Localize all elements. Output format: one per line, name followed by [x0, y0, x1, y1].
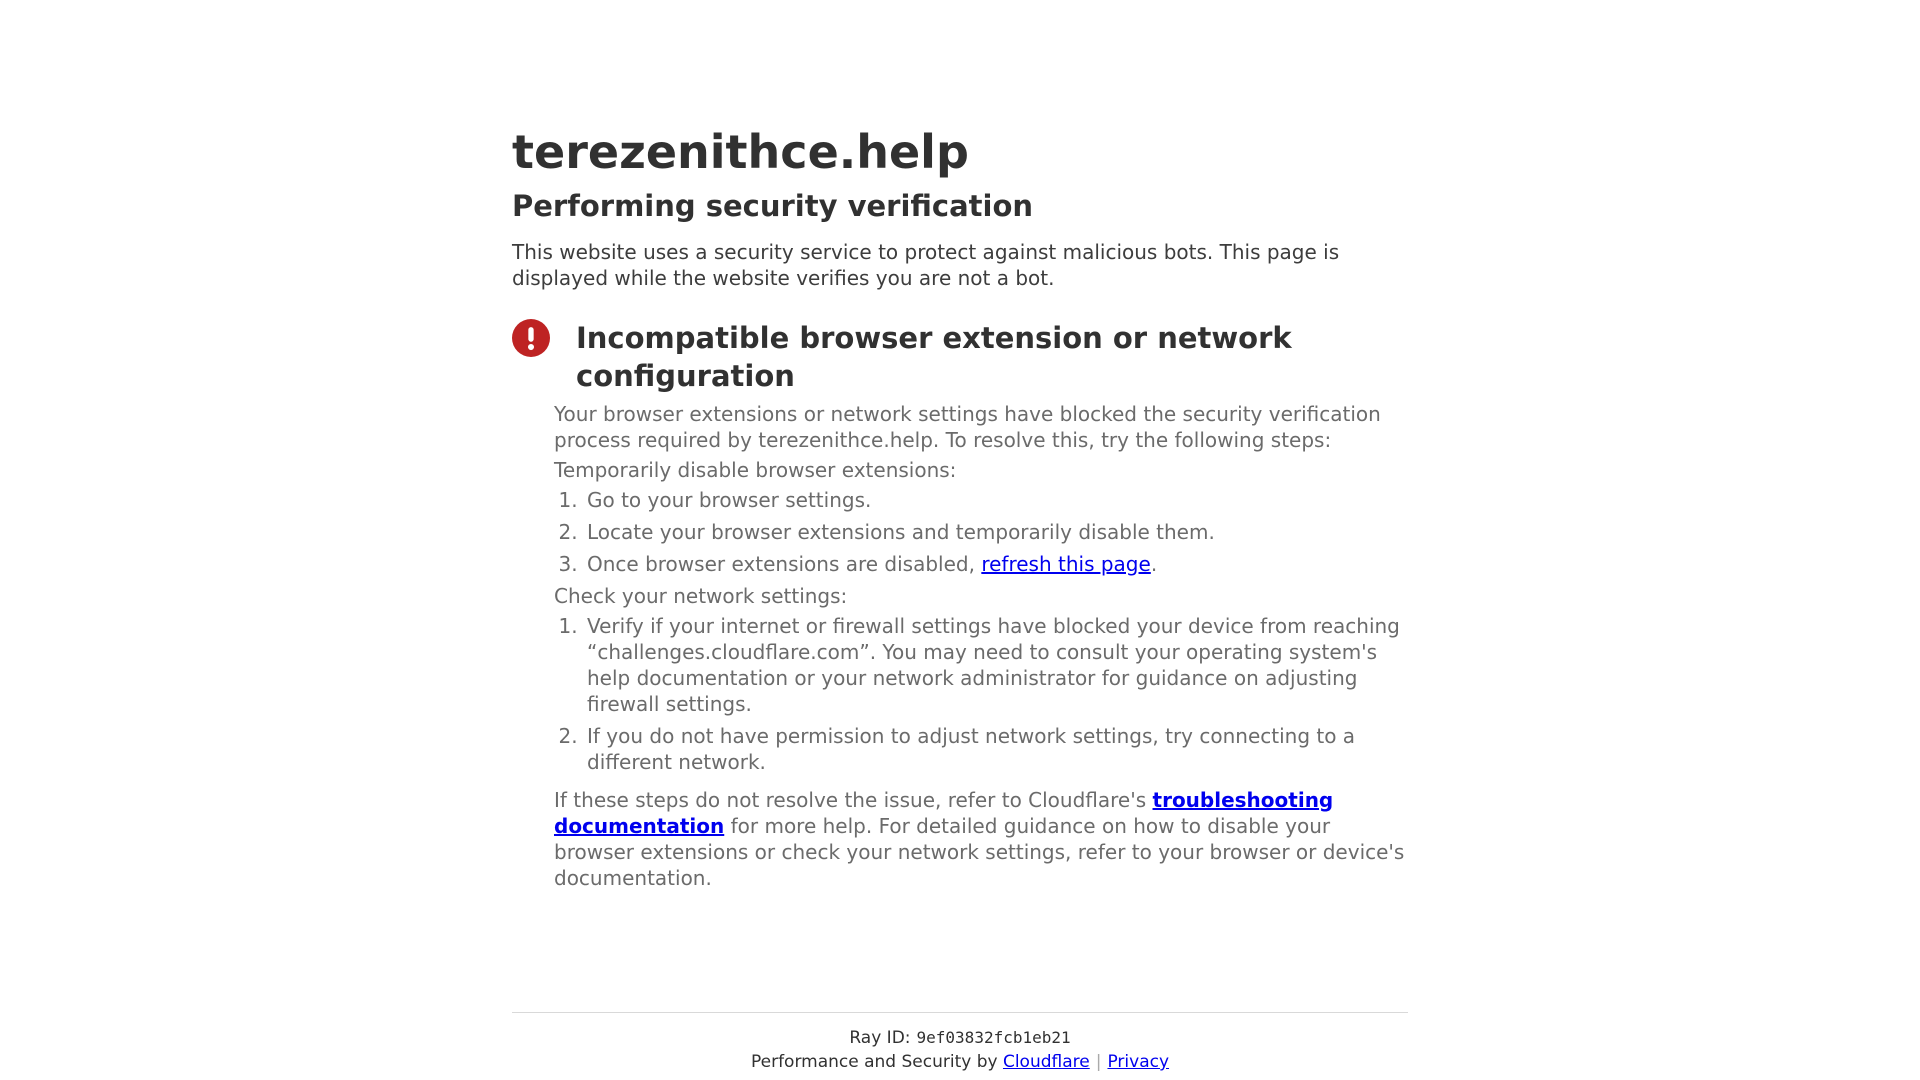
error-details: [554, 401, 1408, 891]
network-steps-list: [554, 613, 1408, 775]
closing-prefix: If these steps do not resolve the issue, refer to Cloudflare's: [554, 787, 1153, 812]
privacy-link[interactable]: Privacy: [1107, 1052, 1170, 1072]
main-content: [512, 0, 1408, 891]
page-subtitle: Performing security verification: [512, 188, 1034, 223]
troubleshooting-docs-link[interactable]: troubleshooting documentation: [554, 787, 1334, 838]
extensions-step-1: 1. Go to your browser settings.: [584, 487, 1408, 513]
refresh-page-link[interactable]: refresh this page: [981, 551, 1151, 576]
extensions-steps-list: [554, 487, 1408, 577]
extensions-step-3: [584, 551, 1408, 577]
network-step-2: 2. If you do not have permission to adjust network settings, try connecting to a different network.: [584, 723, 1408, 775]
network-label: Check your network settings:: [554, 583, 848, 608]
ray-id-line: [512, 1028, 1408, 1048]
error-intro-text: Your browser extensions or network settings have blocked the security verification process required by terezenithce.help. To resolve this, try the following steps:: [554, 401, 1381, 452]
site-title: terezenithce.help: [512, 125, 969, 179]
security-check-page: [512, 0, 1408, 1080]
error-heading-row: [512, 319, 1408, 395]
footer-separator: |: [1095, 1052, 1102, 1072]
closing-text: [554, 787, 1408, 891]
page-description: This website uses a security service to protect against malicious bots. This page is displayed while the website verifies you are not a bot.: [512, 239, 1340, 290]
network-step-1: 1. Verify if your internet or firewall settings have blocked your device from reaching “challenges.cloudflare.com”. You may need to consult your operating system's help documentation or your network administrator for guidance on adjusting firewall settings.: [584, 613, 1408, 717]
ray-id-value: 9ef03832fcb1eb21: [916, 1028, 1071, 1047]
cloudflare-link[interactable]: Cloudflare: [1002, 1052, 1090, 1072]
performance-text: Performance and Security by: [750, 1052, 998, 1072]
extensions-step-3-period: .: [1150, 551, 1158, 576]
error-section: [512, 319, 1408, 891]
error-heading: Incompatible browser extension or network configuration: [576, 320, 1292, 393]
closing-suffix: for more help. For detailed guidance on how to disable your browser extensions or check your network settings, refer to your browser or device's documentation.: [554, 813, 1405, 890]
page-footer: [512, 1012, 1408, 1073]
ray-id-label: Ray ID:: [849, 1028, 911, 1048]
extensions-step-3-text: Once browser extensions are disabled,: [587, 551, 982, 576]
extensions-label: Temporarily disable browser extensions:: [554, 457, 957, 482]
alert-exclamation-icon: [512, 319, 550, 357]
performance-line: [512, 1051, 1408, 1073]
extensions-step-2: 2. Locate your browser extensions and temporarily disable them.: [584, 519, 1408, 545]
